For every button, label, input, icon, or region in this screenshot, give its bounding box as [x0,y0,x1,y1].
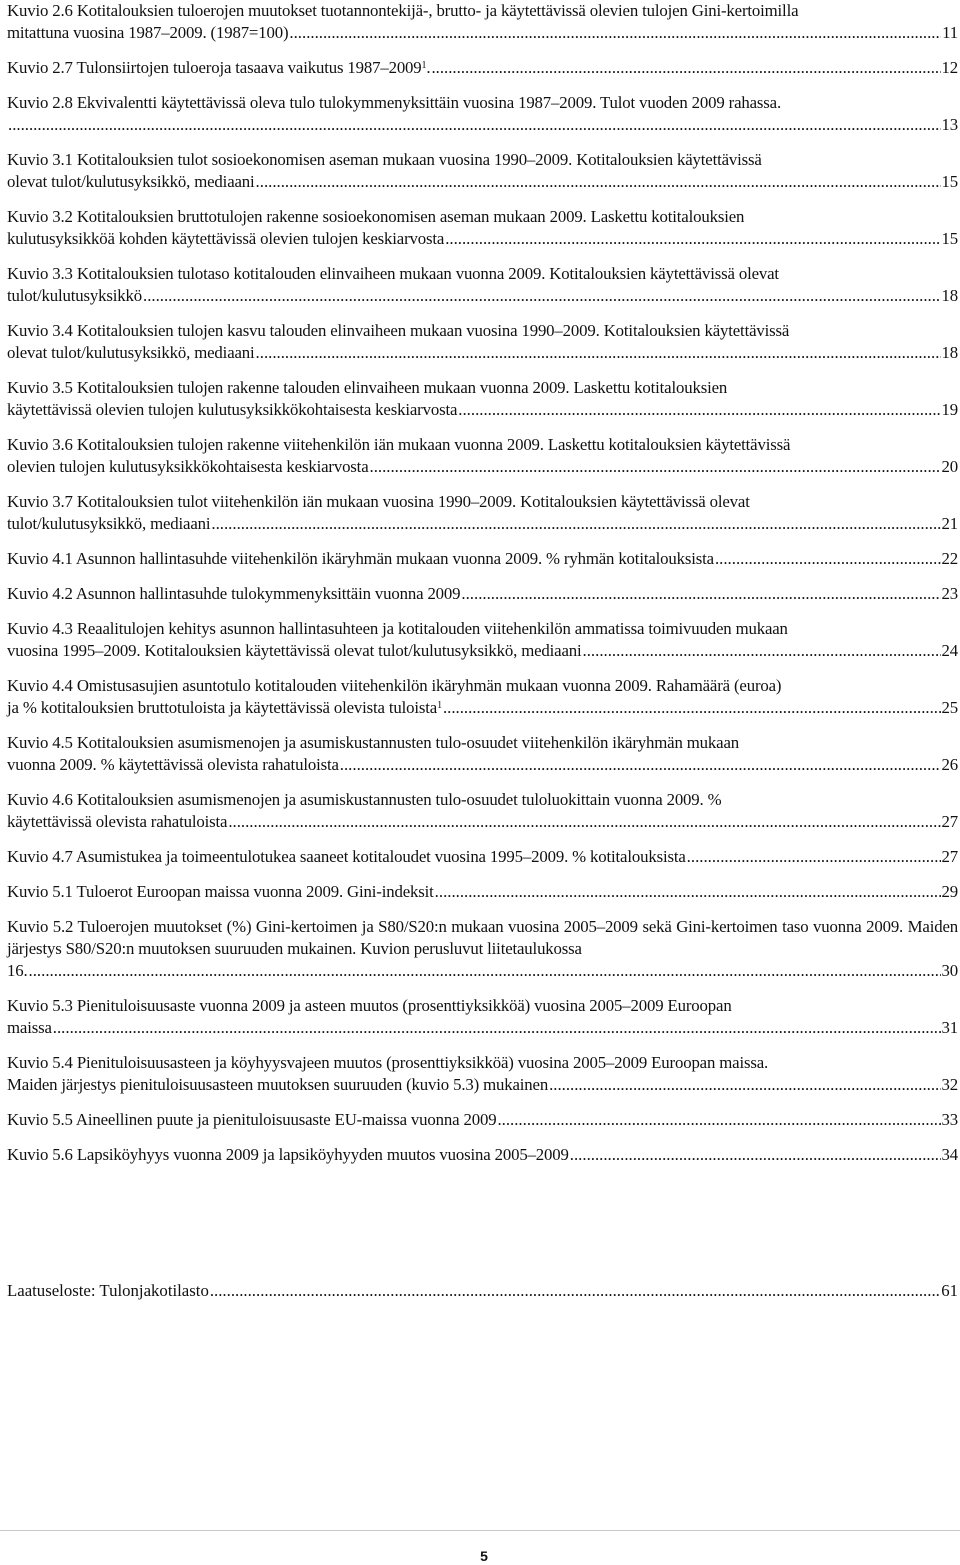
toc-entry[interactable] [7,320,958,364]
dot-leader [445,228,940,250]
toc-entry-page: 12 [941,58,958,77]
toc-entry-title [7,1109,496,1131]
dot-leader [210,1280,940,1302]
toc-entry-title [7,285,142,307]
toc-entry-page: 11 [942,23,958,42]
toc-entry-page: 21 [941,514,958,533]
toc-entry[interactable] [7,618,958,662]
footnote-marker: 1 [437,700,442,711]
toc-entry-title [7,811,227,833]
dot-leader [497,1109,940,1131]
toc-entry-title-text: kulutusyksikköä kohden käytettävissä olevien tulojen keskiarvosta [7,229,445,248]
toc-entry-page: 24 [941,641,958,660]
toc-entry-page: 33 [941,1110,958,1129]
toc-entry-page: 15 [941,229,958,248]
toc-entry-title-line: Kuvio 2.8 Ekvivalentti käytettävissä oleva tulo tulokymmenyksittäin vuosina 1987–2009. Tulot vuoden 2009 rahassa. [7,93,782,112]
toc-entry-title [7,22,288,44]
footnote-marker: 1 [421,60,427,71]
toc-entry[interactable] [7,92,958,136]
toc-entry-title-text: vuonna 2009. % käytettävissä olevista rahatuloista [7,755,339,774]
table-of-contents [7,0,958,1179]
dot-leader [228,811,940,833]
toc-entry-title-line: Kuvio 3.7 Kotitalouksien tulot viitehenkilön iän mukaan vuosina 1990–2009. Kotitalouksien käytettävissä olevat [7,492,750,511]
dot-leader [370,456,941,478]
toc-entry-title: Laatuseloste: Tulonjakotilasto [7,1281,209,1300]
toc-entry-title-text: olevat tulot/kulutusyksikkö, mediaani [7,172,255,191]
toc-entry-title-text: käytettävissä olevista rahatuloista [7,812,228,831]
toc-entry[interactable] [7,1144,958,1166]
toc-entry-page: 31 [941,1018,958,1037]
toc-entry-page: 32 [941,1075,958,1094]
dot-leader [443,697,941,719]
toc-entry-page: 61 [941,1281,958,1300]
toc-entry-title-line: Kuvio 3.4 Kotitalouksien tulojen kasvu talouden elinvaiheen mukaan vuosina 1990–2009. Kotitalouksien käytettävissä [7,321,790,340]
toc-entry-title-line: Kuvio 4.6 Kotitalouksien asumismenojen ja asumiskustannusten tulo-osuudet tuloluokittain vuonna 2009. % [7,790,722,809]
dot-leader [53,1017,941,1039]
toc-entry-title [7,640,582,662]
toc-entry[interactable] [7,377,958,421]
toc-entry-title-text: Maiden järjestys pienituloisuusasteen muutoksen suuruuden (kuvio 5.3) mukainen [7,1075,549,1094]
toc-entry-title-line: Kuvio 3.1 Kotitalouksien tulot sosioekonomisen aseman mukaan vuosina 1990–2009. Kotitalouksien käytettävissä [7,150,762,169]
toc-entry-title [7,171,255,193]
dot-leader [715,548,941,570]
toc-entry-title [7,754,339,776]
toc-entry-title-text: tulot/kulutusyksikkö [7,286,142,305]
toc-entry-title-line: Kuvio 5.3 Pienituloisuusaste vuonna 2009 ja asteen muutos (prosenttiyksikköä) vuosina 2005–2009 Euroopan [7,996,732,1015]
toc-entry-page: 30 [941,961,958,980]
toc-entry-title-line: Kuvio 4.5 Kotitalouksien asumismenojen ja asumiskustannusten tulo-osuudet viitehenkilön ikäryhmän mukaan [7,733,739,752]
toc-entry[interactable] [7,732,958,776]
toc-entry-title-text: Kuvio 4.1 Asunnon hallintasuhde viitehenkilön ikäryhmän mukaan vuonna 2009. % ryhmän kotitalouksista [7,549,714,568]
dot-leader [461,583,940,605]
dot-leader [211,513,940,535]
toc-entry[interactable] [7,846,958,868]
toc-entry-title [7,697,442,719]
dot-leader [687,846,941,868]
toc-entry-title [7,228,444,250]
toc-entry-title [7,960,28,982]
toc-entry-quality-statement[interactable] [7,1280,958,1302]
dot-leader [431,57,940,79]
toc-entry-title-line: Kuvio 3.6 Kotitalouksien tulojen rakenne viitehenkilön iän mukaan vuonna 2009. Laskettu kotitalouksien käytettävissä [7,435,791,454]
footer-rule [0,1530,960,1531]
toc-entry-title [7,513,210,535]
dot-leader [583,640,941,662]
toc-entry[interactable] [7,583,958,605]
toc-entry-title-line: Kuvio 4.3 Reaalitulojen kehitys asunnon hallintasuhteen ja kotitalouden viitehenkilön ammatissa toimivuuden mukaan [7,619,788,638]
dot-leader [29,960,941,982]
toc-entry-page: 34 [941,1145,958,1164]
toc-entry-title-text: tulot/kulutusyksikkö, mediaani [7,514,211,533]
toc-entry-title [7,1144,569,1166]
toc-entry-title [7,399,457,421]
toc-entry-title-line: Kuvio 3.3 Kotitalouksien tulotaso kotitalouden elinvaiheen mukaan vuonna 2009. Kotitalouksien käytettävissä olevat [7,264,779,283]
toc-entry[interactable] [7,789,958,833]
toc-entry-title-text: 16. [7,961,28,980]
toc-entry-title [7,1017,52,1039]
dot-leader [570,1144,941,1166]
toc-entry[interactable] [7,1109,958,1131]
toc-entry-title-line: Kuvio 3.5 Kotitalouksien tulojen rakenne talouden elinvaiheen mukaan vuonna 2009. Laskettu kotitalouksien [7,378,728,397]
toc-entry-title-suffix: . [426,58,431,77]
toc-entry-page: 25 [941,698,958,717]
dot-leader [549,1074,940,1096]
toc-entry-title-text: Kuvio 5.5 Aineellinen puute ja pienituloisuusaste EU-maissa vuonna 2009 [7,1110,497,1129]
toc-entry-title [7,846,686,868]
toc-entry-title [7,456,369,478]
toc-entry-page: 15 [941,172,958,191]
toc-entry-title [7,881,434,903]
toc-entry-title [7,1074,548,1096]
toc-entry[interactable] [7,57,958,79]
toc-entry-title-text: käytettävissä olevien tulojen kulutusyksikkökohtaisesta keskiarvosta [7,400,458,419]
toc-entry-page: 27 [941,847,958,866]
toc-entry[interactable] [7,434,958,478]
toc-entry-title-text: olevat tulot/kulutusyksikkö, mediaani [7,343,255,362]
toc-entry[interactable] [7,149,958,193]
toc-entry-title-text: ja % kotitalouksien bruttotuloista ja käytettävissä olevista tuloista [7,698,438,717]
dot-leader [435,881,941,903]
toc-entry-page: 22 [941,549,958,568]
toc-entry-title-text: Kuvio 4.7 Asumistukea ja toimeentulotukea saaneet kotitaloudet vuosina 1995–2009. % kotitalouksista [7,847,686,866]
toc-entry-title-text: mitattuna vuosina 1987–2009. (1987=100) [7,23,289,42]
dot-leader [340,754,941,776]
page-number [0,1548,960,1564]
toc-entry-title-line: Kuvio 4.4 Omistusasujien asuntotulo kotitalouden viitehenkilön ikäryhmän mukaan vuonna 2009. Rahamäärä (euroa) [7,676,782,695]
toc-entry[interactable] [7,548,958,570]
toc-entry[interactable] [7,491,958,535]
toc-entry-title-line: Kuvio 5.4 Pienituloisuusasteen ja köyhyysvajeen muutos (prosenttiyksikköä) vuosina 2005–2009 Euroopan maissa. [7,1053,769,1072]
dot-leader [256,171,941,193]
toc-entry-title [7,342,255,364]
dot-leader [289,22,941,44]
toc-entry-title-line: Kuvio 3.2 Kotitalouksien bruttotulojen rakenne sosioekonomisen aseman mukaan 2009. Laskettu kotitalouksien [7,207,745,226]
toc-entry[interactable] [7,675,958,719]
toc-entry[interactable] [7,206,958,250]
toc-entry[interactable] [7,1052,958,1096]
toc-entry-title-text: vuosina 1995–2009. Kotitalouksien käytettävissä olevat tulot/kulutusyksikkö, mediaani [7,641,582,660]
toc-entry-page: 18 [941,286,958,305]
toc-entry[interactable] [7,263,958,307]
toc-entry-page: 18 [941,343,958,362]
toc-entry-title [7,548,714,570]
toc-entry-page: 19 [941,400,958,419]
toc-entry-page: 23 [941,584,958,603]
toc-entry-title-text: Kuvio 5.6 Lapsiköyhyys vuonna 2009 ja lapsiköyhyyden muutos vuosina 2005–2009 [7,1145,569,1164]
toc-entry-title [7,57,430,79]
toc-entry[interactable] [7,881,958,903]
toc-entry-title-text: maissa [7,1018,52,1037]
dot-leader [458,399,940,421]
dot-leader [143,285,941,307]
dot-leader [256,342,941,364]
toc-entry-page: 26 [941,755,958,774]
toc-entry[interactable] [7,995,958,1039]
toc-entry-title-line: Kuvio 2.6 Kotitalouksien tuloerojen muutokset tuotannontekijä-, brutto- ja käytettävissä olevien tulojen Gini-kertoimilla [7,1,799,20]
toc-entry-title-text: Kuvio 5.1 Tuloerot Euroopan maissa vuonna 2009. Gini-indeksit [7,882,434,901]
toc-entry-page: 27 [941,812,958,831]
toc-entry-title-line: Kuvio 5.2 Tuloerojen muutokset (%) Gini-kertoimen ja S80/S20:n mukaan vuosina 2005–2009 sekä Gini-kertoimen taso vuonna 2009. Maiden järjestys S80/S20:n muutoksen suuruuden mukainen. Kuvion perusluvut liitetaulukossa [7,917,958,958]
toc-entry-title-text: Kuvio 2.7 Tulonsiirtojen tuloeroja tasaava vaikutus 1987–2009 [7,58,422,77]
toc-entry-title-text: olevien tulojen kulutusyksikkökohtaisesta keskiarvosta [7,457,369,476]
toc-entry-page: 13 [941,115,958,134]
toc-entry[interactable] [7,916,958,982]
toc-entry-title [7,583,460,605]
toc-entry[interactable] [7,0,958,44]
toc-entry-page: 20 [941,457,958,476]
page-number-text: 5 [480,1548,488,1564]
dot-leader [8,114,941,136]
toc-entry-page: 29 [941,882,958,901]
toc-entry-title-text: Kuvio 4.2 Asunnon hallintasuhde tulokymmenyksittäin vuonna 2009 [7,584,461,603]
